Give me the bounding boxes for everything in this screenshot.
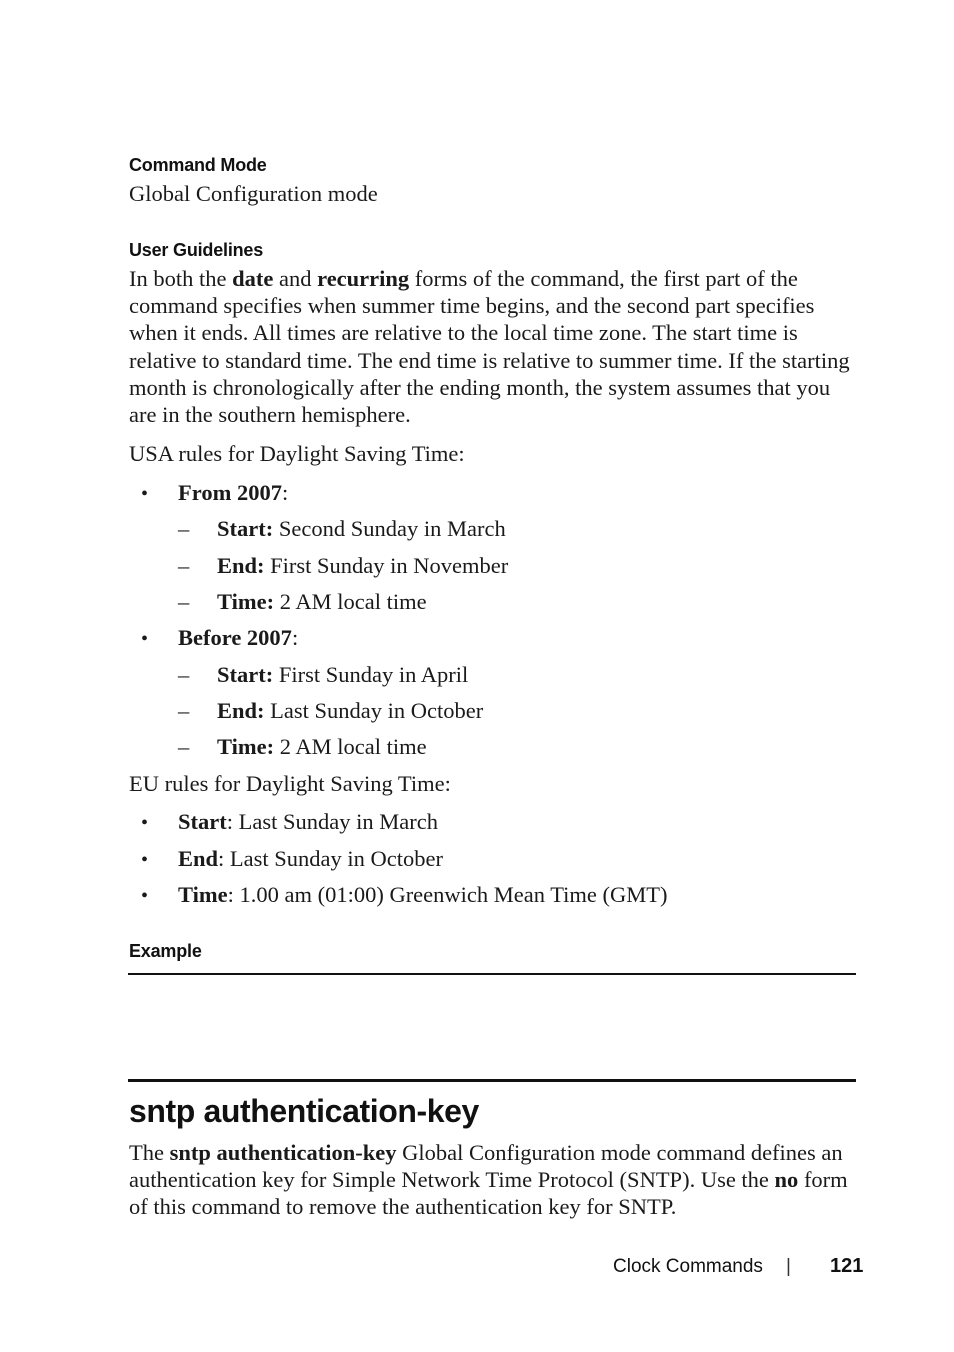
eu-list-item-time: Time: 1.00 am (01:00) Greenwich Mean Time (GMT)	[178, 882, 668, 907]
page-number: 121	[830, 1255, 864, 1277]
dash-icon: –	[178, 662, 190, 687]
dash-icon: –	[178, 698, 190, 723]
eu-rules-intro: EU rules for Daylight Saving Time:	[129, 771, 451, 796]
keyword-sntp-authentication-key: sntp authentication-key	[169, 1140, 397, 1165]
list-item	[141, 881, 148, 910]
section-divider	[128, 1079, 856, 1082]
sntp-description: The sntp authentication-key Global Configuration mode command defines an authentication key for Simple Network Time Protocol (SNTP). Use the no form of this command to remove the authentication key for SNTP.	[129, 1140, 848, 1220]
eu-list-item-start: Start: Last Sunday in March	[178, 809, 438, 834]
usa-rules-intro: USA rules for Daylight Saving Time:	[129, 441, 465, 466]
dash-icon: –	[178, 516, 190, 541]
dash-icon: –	[178, 553, 190, 578]
list-item	[141, 845, 148, 874]
bullet-icon: •	[141, 812, 149, 834]
sub-list-item: Time: 2 AM local time	[217, 589, 427, 614]
example-heading: Example	[129, 941, 202, 961]
keyword-recurring: recurring	[317, 266, 410, 291]
list-item	[141, 624, 148, 653]
dash-icon: –	[178, 589, 190, 614]
bullet-icon: •	[141, 483, 149, 505]
dash-icon: –	[178, 734, 190, 759]
sub-list-item: Start: Second Sunday in March	[217, 516, 506, 541]
list-item	[141, 479, 148, 508]
bullet-icon: •	[141, 885, 149, 907]
sub-list-item: End: First Sunday in November	[217, 553, 509, 578]
list-item-before-2007: Before 2007:	[178, 625, 299, 650]
keyword-date: date	[232, 266, 274, 291]
sub-list-item: Start: First Sunday in April	[217, 662, 469, 687]
list-item-from-2007: From 2007:	[178, 480, 289, 505]
sub-list-item: Time: 2 AM local time	[217, 734, 427, 759]
bullet-icon: •	[141, 849, 149, 871]
user-guidelines-paragraph: In both the date and recurring forms of the command, the first part of the command specifies when summer time begins, and the second part specifies when it ends. All times are relative to the local time zone. The start time is relative to standard time. The end time is relative to summer time. If the starting month is chronologically after the ending month, the system assumes that you are in the southern hemisphere.	[129, 266, 850, 428]
command-mode-heading: Command Mode	[129, 155, 267, 175]
keyword-no: no	[774, 1167, 799, 1193]
footer-separator: |	[786, 1256, 791, 1277]
section-title: sntp authentication-key	[129, 1093, 479, 1129]
bullet-icon: •	[141, 628, 149, 650]
footer-section-name: Clock Commands	[613, 1256, 763, 1277]
user-guidelines-heading: User Guidelines	[129, 240, 264, 260]
example-divider	[128, 973, 856, 975]
list-item	[141, 808, 148, 837]
eu-list-item-end: End: Last Sunday in October	[178, 846, 444, 871]
sub-list-item: End: Last Sunday in October	[217, 698, 484, 723]
command-mode-text: Global Configuration mode	[129, 181, 378, 206]
